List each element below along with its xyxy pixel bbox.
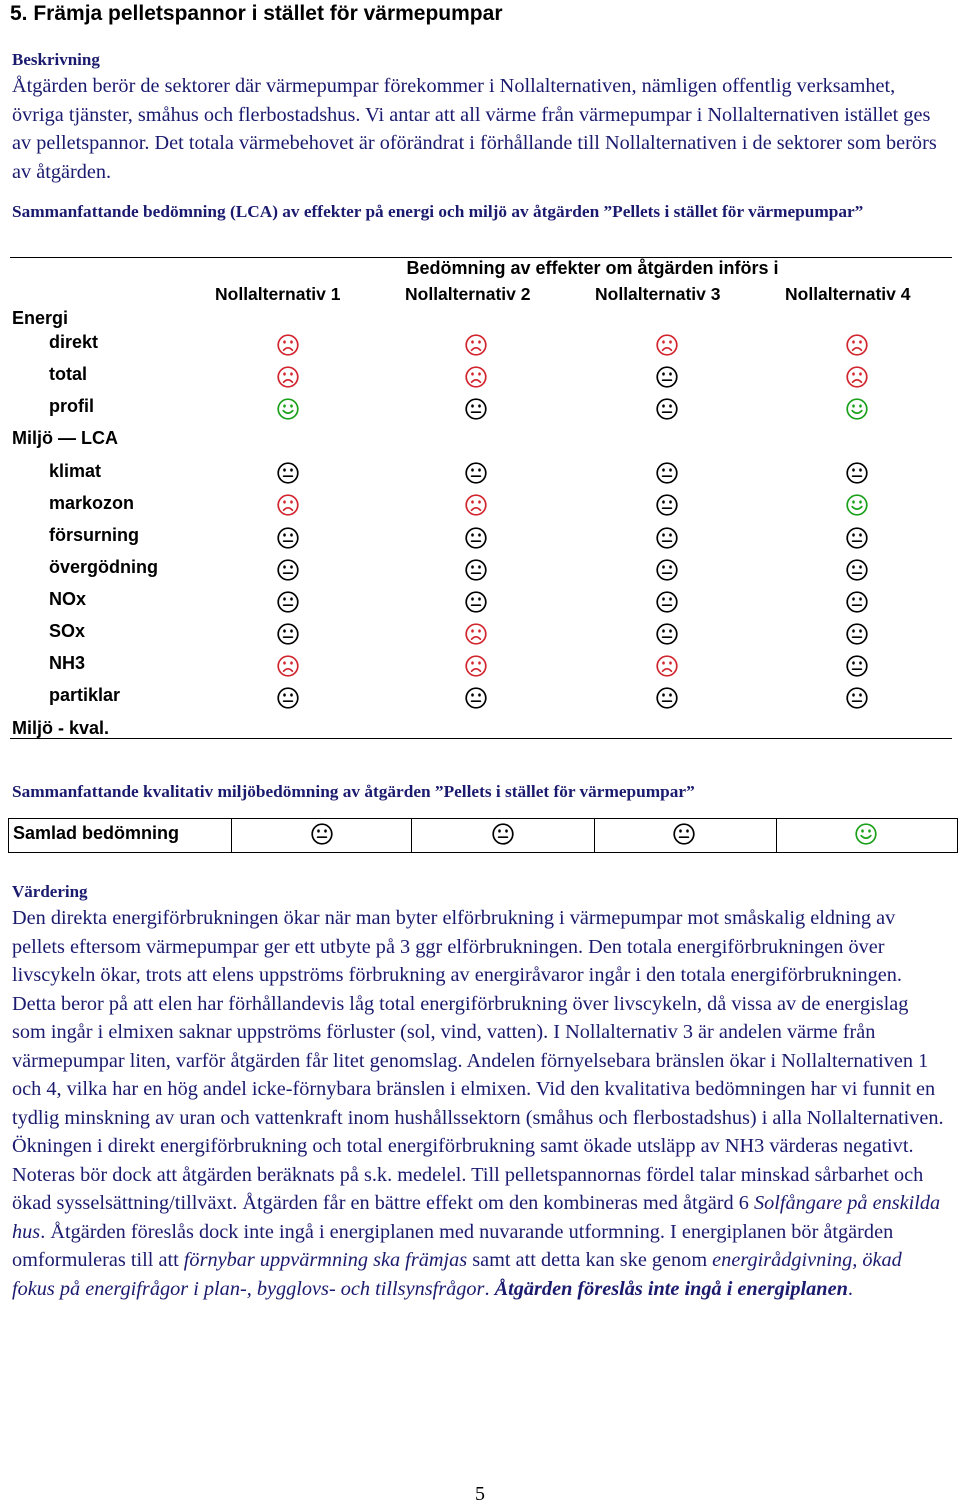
group-label-miljo-kval: Miljö - kval.	[12, 718, 110, 738]
column-header-3: Nollalternativ 3	[595, 284, 721, 304]
reformulation-2: energirådgivning, ökad fokus på energifrågor i plan-, bygglovs- och tillsynsfrågor	[12, 1249, 902, 1300]
description-label: Beskrivning	[12, 50, 100, 69]
neutral-face-icon	[846, 591, 868, 613]
neutral-face-icon	[846, 462, 868, 484]
neutral-face-icon	[465, 559, 487, 581]
valuation-label: Värdering	[12, 882, 88, 901]
neutral-face-icon	[846, 559, 868, 581]
column-header-1: Nollalternativ 1	[215, 284, 341, 304]
neutral-face-icon	[311, 823, 333, 845]
row-label-forsurning: försurning	[49, 525, 139, 545]
page-title: 5. Främja pelletspannor i stället för värmepumpar	[10, 2, 503, 25]
neutral-face-icon	[673, 823, 695, 845]
valuation-text-mid: . Åtgärden föreslås dock inte ingå i energiplanen med nuvarande utformning. I energiplanen bör åtgärden omformuleras till att	[12, 1220, 894, 1271]
samlad-cell-divider	[776, 819, 777, 852]
neutral-face-icon	[656, 687, 678, 709]
samlad-bedomning-label: Samlad bedömning	[13, 823, 180, 843]
negative-face-icon	[465, 494, 487, 516]
neutral-face-icon	[656, 559, 678, 581]
page-number: 5	[475, 1483, 485, 1505]
reformulation-1: förnybar uppvärmning ska främjas	[183, 1249, 468, 1271]
qualitative-heading: Sammanfattande kvalitativ miljöbedömning av åtgärden ”Pellets i stället för värmepumpar”	[12, 782, 695, 801]
negative-face-icon	[846, 366, 868, 388]
negative-face-icon	[465, 366, 487, 388]
lca-table-heading: Sammanfattande bedömning (LCA) av effekter på energi och miljö av åtgärden ”Pellets i stället för värmepumpar”	[12, 202, 864, 221]
group-label-miljo-lca: Miljö — LCA	[12, 428, 118, 448]
neutral-face-icon	[465, 462, 487, 484]
neutral-face-icon	[656, 623, 678, 645]
group-label-energi: Energi	[12, 308, 69, 328]
measure-reference: Solfångare på enskilda hus	[12, 1192, 941, 1243]
neutral-face-icon	[656, 366, 678, 388]
neutral-face-icon	[846, 527, 868, 549]
neutral-face-icon	[277, 559, 299, 581]
neutral-face-icon	[277, 527, 299, 549]
negative-face-icon	[465, 334, 487, 356]
row-label-nox: NOx	[49, 589, 87, 609]
table-header-span: Bedömning av effekter om åtgärden införs i	[406, 258, 779, 278]
samlad-bedomning-row	[8, 818, 958, 853]
valuation-text-intro: Den direkta energiförbrukningen ökar när man byter elförbrukning i värmepumpar mot småskalig eldning av pellets eftersom värmepumpar ger ett utbyte på 3 ggr elförbrukningen. Den totala energiförbrukningen över livscykeln ökar, trots att elens uppströms förbrukning av energiråvaror ingår i den totala energiförbrukningen. Detta beror på att elen har förhållandevis låg total energiförbrukning över livscykeln, då vissa av de energislag som ingår i elmixen saknar uppströms förluster (sol, vind, vatten). I Nollalternativ 3 är andelen värme från värmepumpar liten, varför åtgärden får litet genomslag. Andelen förnyelsebara bränslen ökar i Nollalternativen 1 och 4, vilka har en hög andel icke-förnybara bränslen i elmixen. Vid den kvalitativa bedömningen har vi funnit en tydlig minskning av uran och vattenkraft inom hushållssektorn (småhus och flerbostadshus) i alla Nollalternativen. Ökningen i direkt energiförbrukning och total energiförbrukning samt ökade utsläpp av NH3 värderas negativt. Noteras bör dock att åtgärden beräknats på s.k. medelel. Till pelletspannornas fördel talar minskad sårbarhet och ökad sysselsättning/tillväxt. Åtgärden får en bättre effekt om den kombineras med åtgärd 6	[12, 907, 944, 1214]
negative-face-icon	[846, 334, 868, 356]
neutral-face-icon	[465, 527, 487, 549]
negative-face-icon	[656, 655, 678, 677]
column-header-2: Nollalternativ 2	[405, 284, 531, 304]
neutral-face-icon	[656, 462, 678, 484]
neutral-face-icon	[846, 623, 868, 645]
samlad-cell-divider	[231, 819, 232, 852]
description-text: Åtgärden berör de sektorer där värmepumpar förekommer i Nollalternativen, nämligen offentlig verksamhet, övriga tjänster, småhus och flerbostadshus. Vi antar att all värme från värmepumpar i Nollalternativen istället ges av pelletspannor. Det totala värmebehovet är oförändrat i förhållande till Nollalternativen i de sektorer som berörs av åtgärden.	[12, 75, 937, 183]
valuation-text-mid3: .	[484, 1277, 495, 1300]
neutral-face-icon	[656, 494, 678, 516]
neutral-face-icon	[492, 823, 514, 845]
neutral-face-icon	[277, 591, 299, 613]
negative-face-icon	[656, 334, 678, 356]
negative-face-icon	[277, 655, 299, 677]
row-label-total: total	[49, 364, 87, 384]
valuation-text-end: .	[847, 1277, 853, 1300]
valuation-text-mid2: samt att detta kan ske genom	[467, 1249, 713, 1271]
row-label-direkt: direkt	[49, 332, 99, 352]
positive-face-icon	[846, 398, 868, 420]
neutral-face-icon	[277, 687, 299, 709]
row-label-klimat: klimat	[49, 461, 102, 481]
neutral-face-icon	[465, 398, 487, 420]
samlad-cell-divider	[411, 819, 412, 852]
samlad-cell-divider	[594, 819, 595, 852]
conclusion: Åtgärden föreslås inte ingå i energiplanen	[494, 1277, 848, 1300]
row-label-profil: profil	[49, 396, 94, 416]
neutral-face-icon	[465, 591, 487, 613]
neutral-face-icon	[656, 398, 678, 420]
negative-face-icon	[277, 494, 299, 516]
positive-face-icon	[855, 823, 877, 845]
positive-face-icon	[846, 494, 868, 516]
neutral-face-icon	[277, 462, 299, 484]
neutral-face-icon	[656, 591, 678, 613]
row-label-markozon: markozon	[49, 493, 135, 513]
neutral-face-icon	[846, 687, 868, 709]
positive-face-icon	[277, 398, 299, 420]
negative-face-icon	[277, 366, 299, 388]
row-label-sox: SOx	[49, 621, 86, 641]
neutral-face-icon	[846, 655, 868, 677]
neutral-face-icon	[277, 623, 299, 645]
table-bottom-border	[10, 738, 952, 739]
valuation-text	[12, 904, 947, 1303]
negative-face-icon	[277, 334, 299, 356]
row-label-nh3: NH3	[49, 653, 86, 673]
neutral-face-icon	[465, 687, 487, 709]
negative-face-icon	[465, 655, 487, 677]
neutral-face-icon	[656, 527, 678, 549]
row-label-overgodning: övergödning	[49, 557, 158, 577]
row-label-partiklar: partiklar	[49, 685, 121, 705]
negative-face-icon	[465, 623, 487, 645]
column-header-4: Nollalternativ 4	[785, 284, 911, 304]
